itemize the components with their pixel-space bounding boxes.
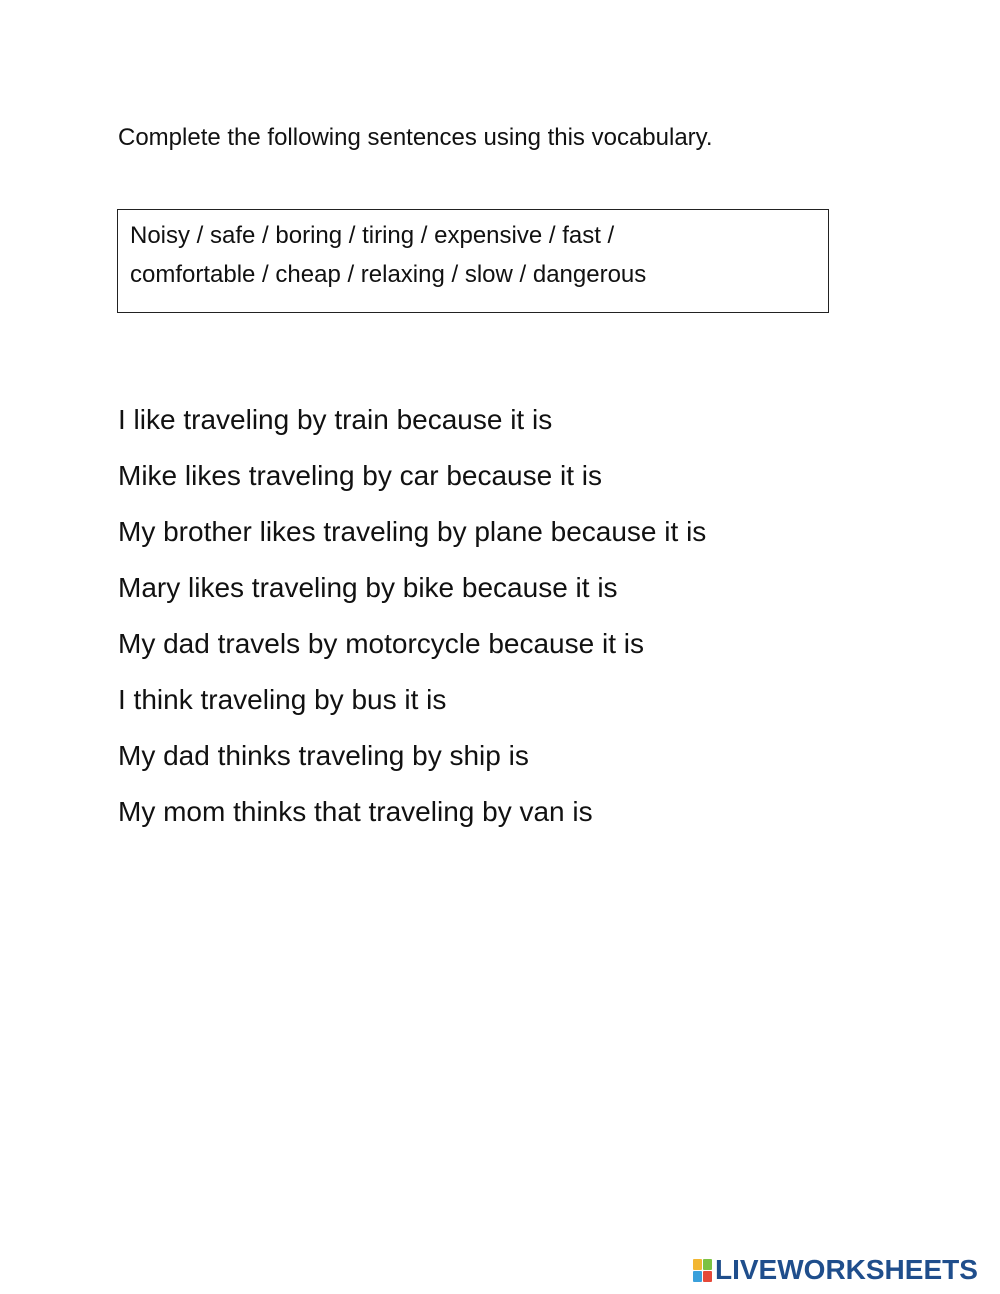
instruction-text: Complete the following sentences using this vocabulary.	[118, 124, 713, 151]
liveworksheets-logo-icon	[693, 1259, 712, 1282]
vocabulary-line-2: comfortable / cheap / relaxing / slow / dangerous	[130, 261, 647, 288]
logo-tile-3	[693, 1271, 702, 1282]
sentence-bike: Mary likes traveling by bike because it is	[118, 572, 618, 603]
sentence-plane: My brother likes traveling by plane because it is	[118, 516, 707, 547]
logo-text: LIVEWORKSHEETS	[715, 1254, 978, 1285]
vocabulary-line-1: Noisy / safe / boring / tiring / expensive / fast /	[130, 222, 615, 249]
logo-tile-2	[703, 1259, 712, 1270]
sentence-car: Mike likes traveling by car because it is	[118, 460, 602, 491]
sentence-motorcycle: My dad travels by motorcycle because it is	[118, 628, 644, 659]
logo-tile-1	[693, 1259, 702, 1270]
sentence-train: I like traveling by train because it is	[118, 404, 553, 435]
liveworksheets-logo	[693, 1255, 978, 1285]
vocabulary-box	[117, 209, 829, 313]
sentence-list	[118, 392, 706, 840]
sentence-van: My mom thinks that traveling by van is	[118, 796, 593, 827]
sentence-bus: I think traveling by bus it is	[118, 684, 447, 715]
logo-tile-4	[703, 1271, 712, 1282]
sentence-ship: My dad thinks traveling by ship is	[118, 740, 529, 771]
